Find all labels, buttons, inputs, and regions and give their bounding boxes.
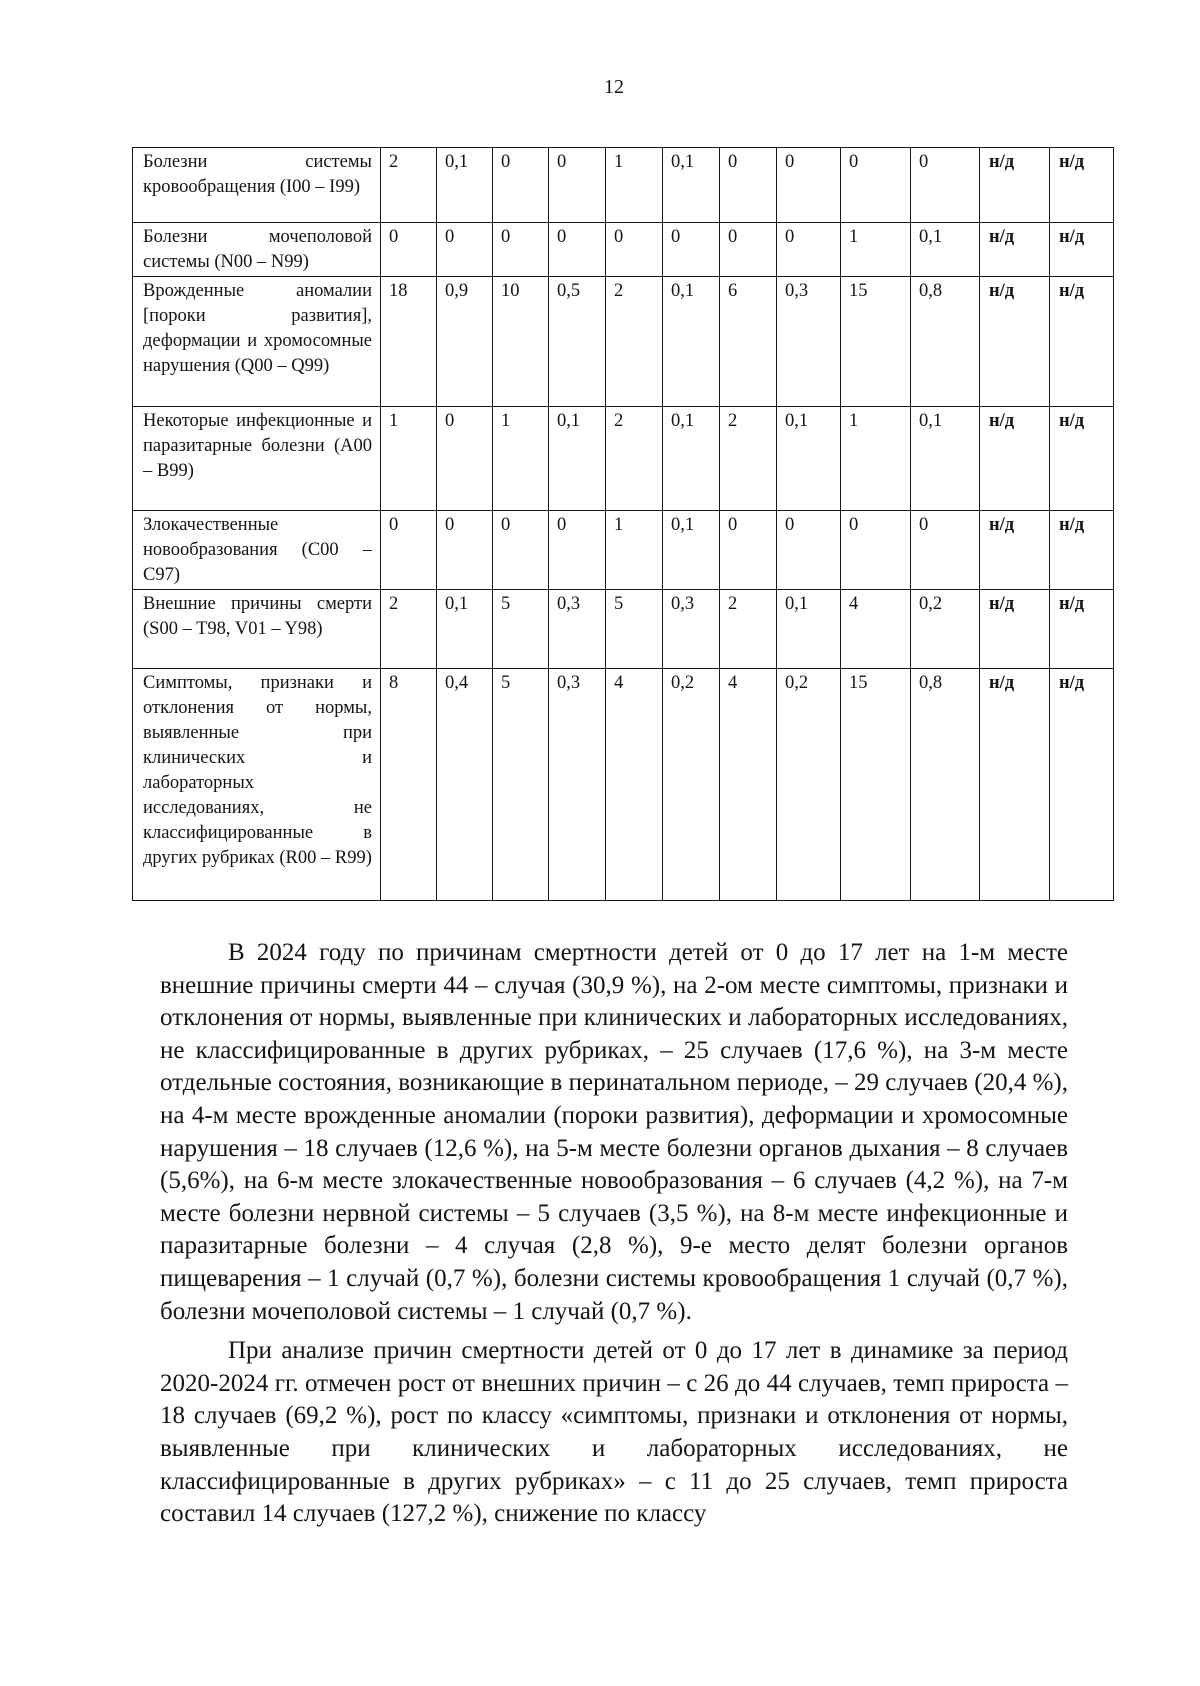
- table-cell: 0: [437, 223, 493, 277]
- table-row: [133, 511, 1114, 590]
- table-row: [133, 669, 1114, 901]
- no-data-cell: н/д: [980, 407, 1050, 511]
- table-cell: 0: [549, 148, 606, 223]
- table-cell: 0: [777, 511, 841, 590]
- table-cell: 0: [720, 511, 777, 590]
- table-cell: 0: [720, 223, 777, 277]
- paragraph: При анализе причин смертности детей от 0 до 17 лет в динамике за период 2020-2024 гг. отмечен рост от внешних причин – с 26 до 44 случаев, темп прироста – 18 случаев (69,2 %), рост по классу «симптомы, признаки и отклонения от нормы, выявленные при клинических и лабораторных исследованиях, не классифицированные в других рубриках» – с 11 до 25 случаев, темп прироста составил 14 случаев (127,2 %), снижение по классу: [160, 1337, 1068, 1528]
- row-label: Врожденные аномалии [пороки развития], деформации и хромосомные нарушения (Q00 – Q99): [133, 277, 381, 407]
- paragraph: В 2024 году по причинам смертности детей от 0 до 17 лет на 1-м месте внешние причины смерти 44 – случая (30,9 %), на 2-ом месте симптомы, признаки и отклонения от нормы, выявленные при клинических и лабораторных исследованиях, не классифицированные в других рубриках, – 25 случаев (17,6 %), на 3-м месте отдельные состояния, возникающие в перинатальном периоде, – 29 случаев (20,4 %), на 4-м месте врожденные аномалии (пороки развития), деформации и хромосомные нарушения – 18 случаев (12,6 %), на 5-м месте болезни органов дыхания – 8 случаев (5,6%), на 6-м месте злокачественные новообразования – 6 случаев (4,2 %), на 7-м месте болезни нервной системы – 5 случаев (3,5 %), на 8-м месте инфекционные и паразитарные болезни – 4 случая (2,8 %), 9-е место делят болезни органов пищеварения – 1 случай (0,7 %), болезни системы кровообращения 1 случай (0,7 %), болезни мочеполовой системы – 1 случай (0,7 %).: [160, 939, 1068, 1325]
- table-cell: 0,2: [911, 590, 980, 669]
- mortality-table: [132, 147, 1114, 901]
- table-cell: 0: [493, 148, 549, 223]
- row-label: Некоторые инфекционные и паразитарные болезни (A00 – B99): [133, 407, 381, 511]
- table-cell: 0: [663, 223, 720, 277]
- table-cell: 1: [493, 407, 549, 511]
- row-label: Болезни системы кровообращения (I00 – I99): [133, 148, 381, 223]
- page-number: 12: [604, 76, 624, 98]
- table-row: [133, 223, 1114, 277]
- table-cell: 0: [841, 511, 911, 590]
- table-cell: 0: [606, 223, 663, 277]
- no-data-cell: н/д: [980, 511, 1050, 590]
- table-cell: 0,9: [437, 277, 493, 407]
- table-cell: 0: [549, 223, 606, 277]
- table-cell: 0: [549, 511, 606, 590]
- table-cell: 5: [606, 590, 663, 669]
- table-cell: 5: [493, 590, 549, 669]
- table-cell: 1: [606, 148, 663, 223]
- table-cell: 1: [606, 511, 663, 590]
- table-cell: 0,5: [549, 277, 606, 407]
- no-data-cell: н/д: [1050, 511, 1114, 590]
- table-cell: 8: [381, 669, 437, 901]
- table-cell: 0: [720, 148, 777, 223]
- row-label: Внешние причины смерти (S00 – T98, V01 – Y98): [133, 590, 381, 669]
- table-row: [133, 277, 1114, 407]
- table-cell: 0,1: [437, 590, 493, 669]
- table-cell: 4: [606, 669, 663, 901]
- no-data-cell: н/д: [1050, 590, 1114, 669]
- table-cell: 0,1: [437, 148, 493, 223]
- table-cell: 1: [381, 407, 437, 511]
- table-cell: 0,3: [549, 590, 606, 669]
- table-cell: 2: [381, 590, 437, 669]
- table-cell: 18: [381, 277, 437, 407]
- table-cell: 0,2: [663, 669, 720, 901]
- table-cell: 2: [720, 590, 777, 669]
- table-cell: 6: [720, 277, 777, 407]
- table-cell: 0,3: [663, 590, 720, 669]
- no-data-cell: н/д: [1050, 407, 1114, 511]
- table-cell: 0,1: [663, 277, 720, 407]
- row-label: Злокачественные новообразования (C00 – C97): [133, 511, 381, 590]
- table-cell: 0,1: [663, 407, 720, 511]
- table-cell: 0,4: [437, 669, 493, 901]
- table-cell: 0,1: [549, 407, 606, 511]
- table-cell: 0,1: [911, 407, 980, 511]
- table-cell: 4: [841, 590, 911, 669]
- no-data-cell: н/д: [980, 223, 1050, 277]
- table-cell: 15: [841, 669, 911, 901]
- table-cell: 2: [381, 148, 437, 223]
- table-cell: 2: [720, 407, 777, 511]
- table-row: [133, 590, 1114, 669]
- table-cell: 5: [493, 669, 549, 901]
- table-cell: 0,8: [911, 277, 980, 407]
- table-cell: 0: [841, 148, 911, 223]
- table-cell: 1: [841, 223, 911, 277]
- row-label: Болезни мочеполовой системы (N00 – N99): [133, 223, 381, 277]
- no-data-cell: н/д: [980, 148, 1050, 223]
- table-cell: 0: [493, 511, 549, 590]
- table-cell: 0,3: [777, 277, 841, 407]
- table-cell: 2: [606, 407, 663, 511]
- table-cell: 10: [493, 277, 549, 407]
- table-cell: 0,1: [663, 148, 720, 223]
- no-data-cell: н/д: [980, 590, 1050, 669]
- table-cell: 1: [841, 407, 911, 511]
- table-cell: 0: [493, 223, 549, 277]
- no-data-cell: н/д: [980, 277, 1050, 407]
- table-cell: 0,1: [777, 407, 841, 511]
- table-cell: 0: [911, 148, 980, 223]
- table-cell: 0: [381, 223, 437, 277]
- table-cell: 0: [437, 407, 493, 511]
- no-data-cell: н/д: [1050, 669, 1114, 901]
- table-cell: 0,8: [911, 669, 980, 901]
- no-data-cell: н/д: [1050, 148, 1114, 223]
- table-cell: 0: [381, 511, 437, 590]
- body-text: [160, 937, 1068, 1531]
- table-cell: 0: [437, 511, 493, 590]
- no-data-cell: н/д: [1050, 277, 1114, 407]
- table-cell: 4: [720, 669, 777, 901]
- table-cell: 0,1: [663, 511, 720, 590]
- table-row: [133, 407, 1114, 511]
- table-cell: 0,1: [777, 590, 841, 669]
- table-cell: 2: [606, 277, 663, 407]
- no-data-cell: н/д: [980, 669, 1050, 901]
- table-cell: 0,1: [911, 223, 980, 277]
- table-cell: 15: [841, 277, 911, 407]
- table-cell: 0: [911, 511, 980, 590]
- no-data-cell: н/д: [1050, 223, 1114, 277]
- row-label: Симптомы, признаки и отклонения от нормы, выявленные при клинических и лабораторных исследованиях, не классифицированные в других рубриках (R00 – R99): [133, 669, 381, 901]
- table-cell: 0,2: [777, 669, 841, 901]
- table-cell: 0: [777, 148, 841, 223]
- table-cell: 0,3: [549, 669, 606, 901]
- table-row: [133, 148, 1114, 223]
- table-cell: 0: [777, 223, 841, 277]
